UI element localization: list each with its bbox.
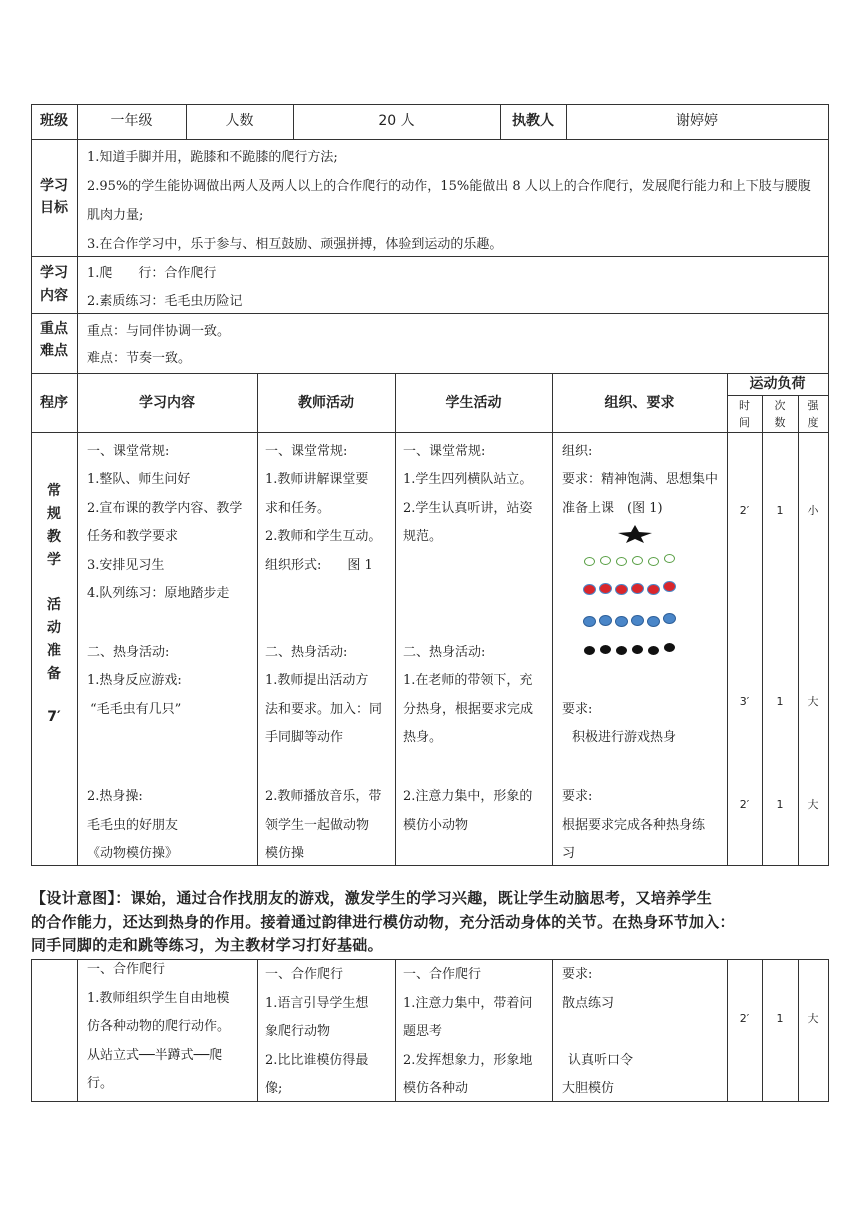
student-dot-icon — [664, 643, 675, 652]
teacher-item: 1.教师提出活动方 — [265, 673, 369, 688]
org-item: 要求: — [562, 967, 593, 982]
content-line: 2.素质练习：毛毛虫历险记 — [87, 294, 243, 309]
org-item: 根据要求完成各种热身练 — [562, 818, 706, 833]
student-item: 2.注意力集中，形象的 — [403, 789, 533, 804]
student-dot-icon — [648, 557, 659, 566]
teacher-item: 像; — [265, 1081, 283, 1096]
student-dot-icon — [632, 645, 643, 654]
org-item: 习 — [562, 846, 576, 861]
student-dot-icon — [600, 584, 611, 593]
focus-line: 重点：与同伴协调一致。 — [87, 324, 231, 339]
objective-line: 2.95%的学生能协调做出两人及两人以上的合作爬行的动作，15%能做出 8 人以上的合作爬行，发展爬行能力和上下肢与腰腹 — [87, 179, 811, 194]
teacher-item: 2.比比谁模仿得最 — [265, 1053, 369, 1068]
student-dot-icon — [600, 616, 611, 625]
load-intensity: 大 — [807, 798, 819, 811]
objectives-label-1: 学习 — [40, 178, 68, 194]
focus-label-2: 难点 — [40, 343, 68, 359]
student-item: 分热身，根据要求完成 — [403, 702, 534, 717]
rule — [31, 139, 829, 140]
teacher-item: 求和任务。 — [265, 501, 331, 516]
class-label: 班级 — [40, 113, 68, 129]
procedure-char: 准 — [47, 643, 61, 659]
student-dot-icon — [600, 645, 611, 654]
teacher-value: 谢婷婷 — [676, 113, 718, 129]
rule — [31, 104, 829, 105]
student-item: 模仿各种动 — [403, 1081, 469, 1096]
procedure-char: 备 — [47, 666, 61, 682]
content-line: 1.爬 行：合作爬行 — [87, 266, 217, 281]
class-value: 一年级 — [110, 113, 153, 129]
col-head-organization: 组织、要求 — [604, 395, 675, 411]
student-item: 2.发挥想象力，形象地 — [403, 1053, 533, 1068]
teacher-item: 法和要求。加入：同 — [265, 702, 383, 717]
content-item: 仿各种动物的爬行动作。 — [87, 1019, 231, 1034]
content-item: 1.教师组织学生自由地模 — [87, 991, 230, 1006]
objectives-label-2: 目标 — [40, 200, 68, 216]
teacher-item: 模仿操 — [265, 846, 305, 861]
teacher-item: 手同脚等动作 — [265, 730, 344, 745]
procedure-char: 常 — [47, 483, 61, 499]
teacher-item: 1.语言引导学生想 — [265, 996, 369, 1011]
student-dot-icon — [600, 556, 611, 565]
col-head-learning-content: 学习内容 — [139, 395, 195, 411]
col-head-intensity-2: 度 — [807, 416, 819, 429]
rule — [395, 373, 396, 865]
student-dot-icon — [648, 617, 659, 626]
design-note-line: 【设计意图】：课始，通过合作找朋友的游戏，激发学生的学习兴趣，既让学生动脑思考，又培养学生 — [31, 889, 713, 907]
content-item: 1.整队、师生问好 — [87, 472, 191, 487]
student-item: 一、合作爬行 — [403, 967, 482, 982]
org-item: 积极进行游戏热身 — [572, 730, 677, 745]
col-head-teacher-activity: 教师活动 — [298, 395, 354, 411]
load-times: 1 — [776, 695, 784, 708]
col-head-load: 运动负荷 — [749, 376, 806, 392]
teacher-item: 1.教师讲解课堂要 — [265, 472, 369, 487]
objective-line: 3.在合作学习中，乐于参与、相互鼓励、顽强拼搏，体验到运动的乐趣。 — [87, 237, 503, 252]
procedure-duration: 7′ — [47, 709, 61, 725]
teacher-item: 一、合作爬行 — [265, 967, 344, 982]
student-dot-icon — [584, 585, 595, 594]
teacher-star-icon — [617, 524, 653, 544]
rule — [77, 959, 78, 1101]
teacher-item: 2.教师播放音乐，带 — [265, 789, 382, 804]
col-head-student-activity: 学生活动 — [445, 395, 502, 411]
teacher-item: 一、课堂常规: — [265, 444, 348, 459]
content-item: 毛毛虫的好朋友 — [87, 818, 179, 833]
load-times: 1 — [776, 1012, 784, 1025]
design-note-line: 同手同脚的走和跳等练习，为主教材学习打好基础。 — [31, 936, 383, 954]
student-dot-icon — [664, 614, 675, 623]
load-intensity: 小 — [807, 504, 819, 517]
load-time: 2′ — [739, 1012, 750, 1025]
content-item: 一、合作爬行 — [87, 962, 166, 977]
rule — [257, 959, 258, 1101]
student-dot-icon — [664, 582, 675, 591]
org-item: 认真听口令 — [568, 1053, 634, 1068]
count-label: 人数 — [225, 113, 254, 129]
load-intensity: 大 — [807, 695, 819, 708]
content-item: 2.宣布课的教学内容、教学 — [87, 501, 243, 516]
rule — [727, 395, 829, 396]
col-head-times-2: 数 — [774, 416, 786, 429]
student-item: 1.注意力集中，带着问 — [403, 996, 533, 1011]
objective-line: 1.知道手脚并用，跪膝和不跪膝的爬行方法; — [87, 150, 338, 165]
student-item: 二、热身活动: — [403, 645, 486, 660]
objective-line: 肌肉力量; — [87, 208, 144, 223]
student-item: 一、课堂常规: — [403, 444, 486, 459]
content-item: 2.热身操: — [87, 789, 143, 804]
student-item: 2.学生认真听讲，站姿 — [403, 501, 533, 516]
col-head-procedure: 程序 — [40, 395, 68, 411]
load-intensity: 大 — [807, 1012, 819, 1025]
student-dot-icon — [632, 616, 643, 625]
org-item: 要求: — [562, 789, 593, 804]
load-times: 1 — [776, 504, 784, 517]
teacher-item: 二、热身活动: — [265, 645, 348, 660]
col-head-times-1: 次 — [774, 399, 786, 412]
student-dot-icon — [616, 646, 627, 655]
content-item: “毛毛虫有几只” — [90, 702, 182, 717]
student-dot-icon — [664, 554, 675, 563]
col-head-time-1: 时 — [739, 399, 750, 412]
design-note-line: 的合作能力，还达到热身的作用。接着通过韵律进行模仿动物，充分活动身体的关节。在热身环节加入： — [31, 913, 735, 931]
focus-label-1: 重点 — [40, 321, 68, 337]
content-item: 3.安排见习生 — [87, 558, 165, 573]
content-item: 一、课堂常规: — [87, 444, 170, 459]
col-head-time-2: 间 — [739, 416, 750, 429]
load-time: 2′ — [739, 504, 750, 517]
content-item: 《动物模仿操》 — [87, 846, 179, 861]
student-dot-icon — [584, 646, 595, 655]
focus-line: 难点：节奏一致。 — [87, 351, 192, 366]
org-item: 要求: — [562, 702, 593, 717]
student-dot-icon — [616, 557, 627, 566]
content-item: 行。 — [87, 1076, 114, 1091]
org-item: 准备上课 (图 1) — [562, 501, 663, 516]
rule — [828, 959, 829, 1101]
content-item: 4.队列练习：原地踏步走 — [87, 586, 230, 601]
rule — [257, 373, 258, 865]
student-dot-icon — [648, 585, 659, 594]
student-item: 热身。 — [403, 730, 443, 745]
col-head-intensity-1: 强 — [807, 399, 819, 412]
org-item: 要求：精神饱满、思想集中 — [562, 472, 719, 487]
rule — [31, 373, 829, 374]
student-dot-icon — [616, 617, 627, 626]
load-time: 3′ — [739, 695, 750, 708]
org-item: 散点练习 — [562, 996, 615, 1011]
student-item: 规范。 — [403, 529, 443, 544]
content-label-2: 内容 — [40, 288, 68, 304]
org-item: 组织: — [562, 444, 593, 459]
content-item: 任务和教学要求 — [87, 529, 179, 544]
teacher-item: 组织形式: 图 1 — [265, 558, 373, 573]
content-item: 从站立式──半蹲式──爬 — [87, 1048, 223, 1063]
rule — [31, 959, 32, 1101]
rule — [395, 959, 396, 1101]
teacher-item: 领学生一起做动物 — [265, 818, 370, 833]
procedure-char: 学 — [47, 552, 61, 568]
student-item: 题思考 — [403, 1024, 443, 1039]
org-item: 大胆模仿 — [562, 1081, 615, 1096]
student-item: 1.在老师的带领下，充 — [403, 673, 533, 688]
procedure-char: 动 — [47, 620, 61, 636]
procedure-char: 教 — [47, 529, 61, 545]
student-dot-icon — [648, 646, 659, 655]
procedure-char: 规 — [47, 506, 61, 522]
rule — [552, 959, 553, 1101]
load-time: 2′ — [739, 798, 750, 811]
student-dot-icon — [632, 584, 643, 593]
count-value: 20 人 — [378, 113, 415, 129]
student-dot-icon — [584, 617, 595, 626]
rule — [552, 373, 553, 865]
content-label-1: 学习 — [40, 265, 68, 281]
rule — [31, 432, 829, 433]
student-dot-icon — [616, 585, 627, 594]
student-item: 1.学生四列横队站立。 — [403, 472, 533, 487]
teacher-label: 执教人 — [512, 113, 554, 129]
procedure-char: 活 — [47, 597, 61, 613]
student-item: 模仿小动物 — [403, 818, 469, 833]
student-dot-icon — [632, 556, 643, 565]
teacher-item: 象爬行动物 — [265, 1024, 331, 1039]
rule — [77, 139, 78, 865]
load-times: 1 — [776, 798, 784, 811]
content-item: 1.热身反应游戏: — [87, 673, 182, 688]
student-dot-icon — [584, 557, 595, 566]
rule — [828, 104, 829, 865]
content-item: 二、热身活动: — [87, 645, 170, 660]
teacher-item: 2.教师和学生互动。 — [265, 529, 382, 544]
